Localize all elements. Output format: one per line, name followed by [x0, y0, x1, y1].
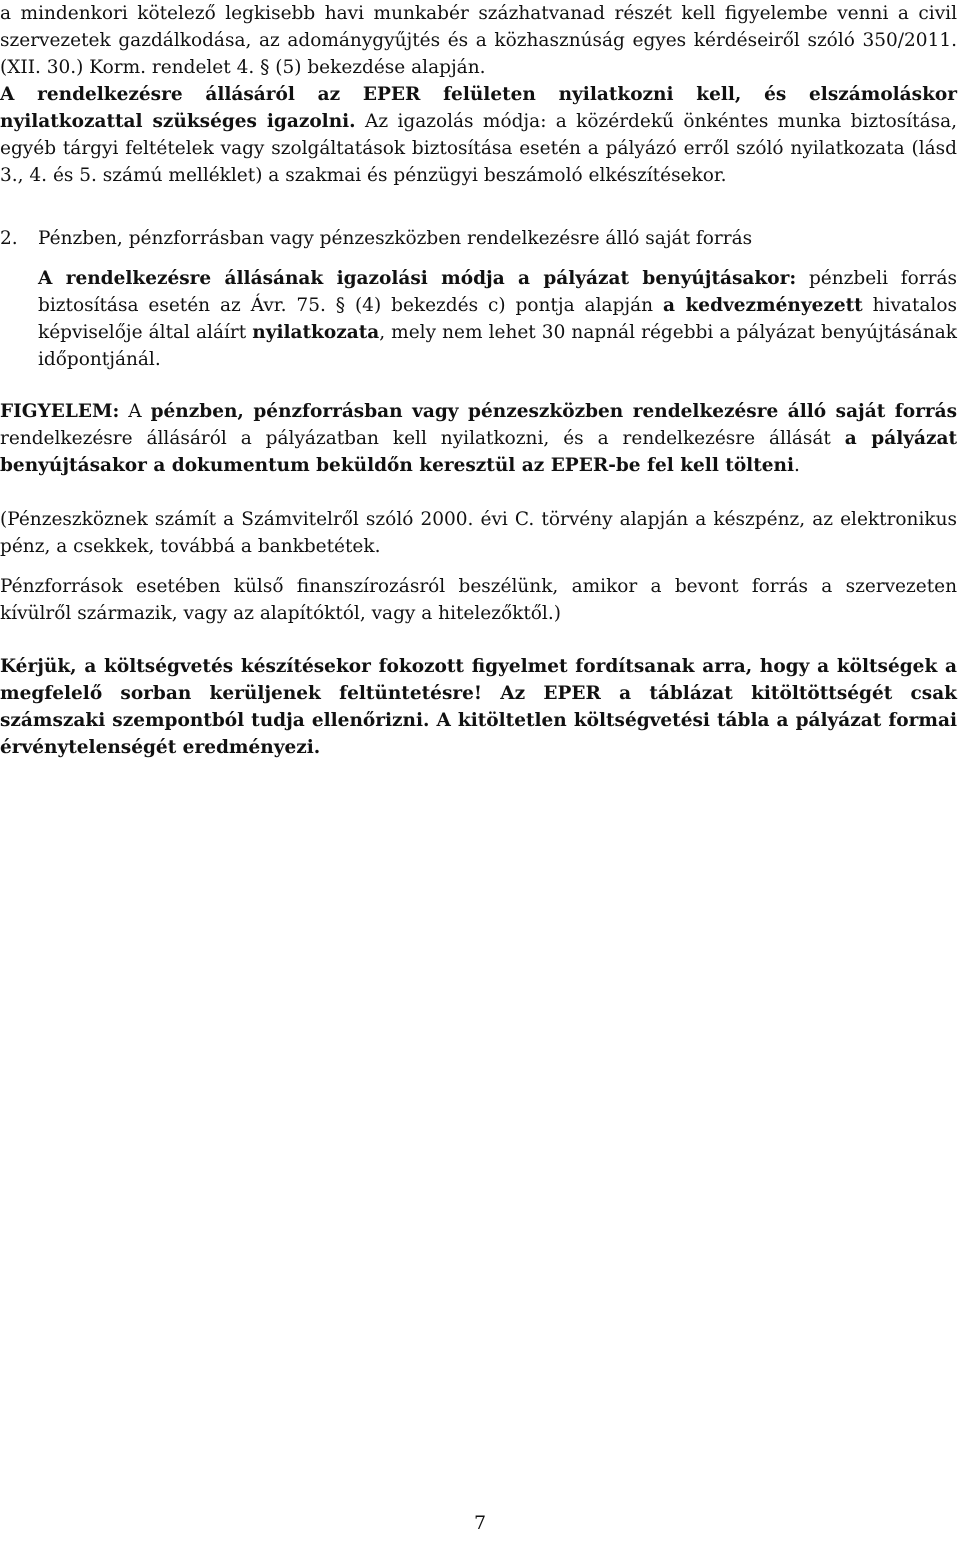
beneficiary-text: a kedvezményezett — [663, 295, 863, 316]
warning-block — [0, 398, 957, 479]
verification-method-text: Az igazolás módja: a közérdekű önkéntes munka biztosítása, egyéb tárgyi feltételek vagy szolgáltatások biztosítása esetén a pályázó erről szóló nyilatkozata (lásd 3., 4. és 5. számú melléklet) a szakmai és pénzügyi beszámoló elkészítésekor. — [0, 111, 958, 186]
warning-text-5: . — [794, 455, 800, 476]
legal-basis-text: a mindenkori kötelező legkisebb havi munkabér százhatvanad részét kell figyelembe venni a civil szervezetek gazdálkodása, az adománygyűjtés és a közhasznúság egyes kérdéseiről szóló 350/2011. (XII. 30.) Korm. rendelet 4. § (5) bekezdése alapján. — [0, 3, 957, 78]
availability-statement: A rendelkezésre állásáról az EPER felületen nyilatkozni kell, és elszámoláskor nyilatkozattal szükséges igazolni. — [0, 84, 957, 132]
section-1-paragraph — [0, 0, 957, 189]
warning-paragraph — [0, 398, 957, 479]
closing-text: Kérjük, a költségvetés készítésekor fokozott figyelmet fordítsanak arra, hogy a költségek a megfelelő sorban kerüljenek feltüntetésre! Az EPER a táblázat kitöltöttségét csak számszaki szempontból tudja ellenőrizni. A kitöltetlen költségvetési tábla a pályázat formai érvénytelenségét eredményezi. — [0, 656, 957, 758]
verification-heading: A rendelkezésre állásának igazolási módja a pályázat benyújtásakor: — [38, 268, 797, 289]
warning-text-4: a pályázat benyújtásakor a dokumentum beküldőn keresztül az EPER-be fel kell tölteni — [0, 428, 957, 476]
section-2-text-3: , mely nem lehet 30 napnál régebbi a pályázat benyújtásának időpontjánál. — [38, 322, 957, 370]
section-2-text-1: pénzbeli forrás biztosítása esetén az Ávr. 75. § (4) bekezdés c) pontja alapján — [38, 268, 957, 316]
note-1-text: (Pénzeszköznek számít a Számvitelről szóló 2000. évi C. törvény alapján a készpénz, az elektronikus pénz, a csekkek, továbbá a bankbetétek. — [0, 509, 957, 557]
section-1 — [0, 0, 957, 189]
section-2-title: Pénzben, pénzforrásban vagy pénzeszközben rendelkezésre álló saját forrás — [38, 228, 753, 249]
section-2 — [0, 225, 957, 373]
closing-block — [0, 653, 957, 761]
warning-text-2: pénzben, pénzforrásban vagy pénzeszközben rendelkezésre álló saját forrás — [150, 401, 957, 422]
note-1 — [0, 506, 957, 560]
section-2-text-2: hivatalos képviselője által aláírt — [38, 295, 957, 343]
warning-label: FIGYELEM: — [0, 401, 120, 422]
warning-text-3: rendelkezésre állásáról a pályázatban kell nyilatkozni, és a rendelkezésre állását — [0, 428, 845, 449]
section-2-heading — [0, 225, 957, 252]
section-2-number: 2. — [0, 228, 18, 249]
section-2-body — [0, 265, 957, 373]
page-number: 7 — [473, 1512, 487, 1534]
note-2-text: Pénzforrások esetében külső finanszírozásról beszélünk, amikor a bevont forrás a szervezeten kívülről származik, vagy az alapítóktól, vagy a hitelezőktől.) — [0, 576, 957, 624]
note-2 — [0, 573, 957, 627]
declaration-text: nyilatkozata — [252, 322, 380, 343]
warning-text-1: A — [119, 401, 151, 422]
